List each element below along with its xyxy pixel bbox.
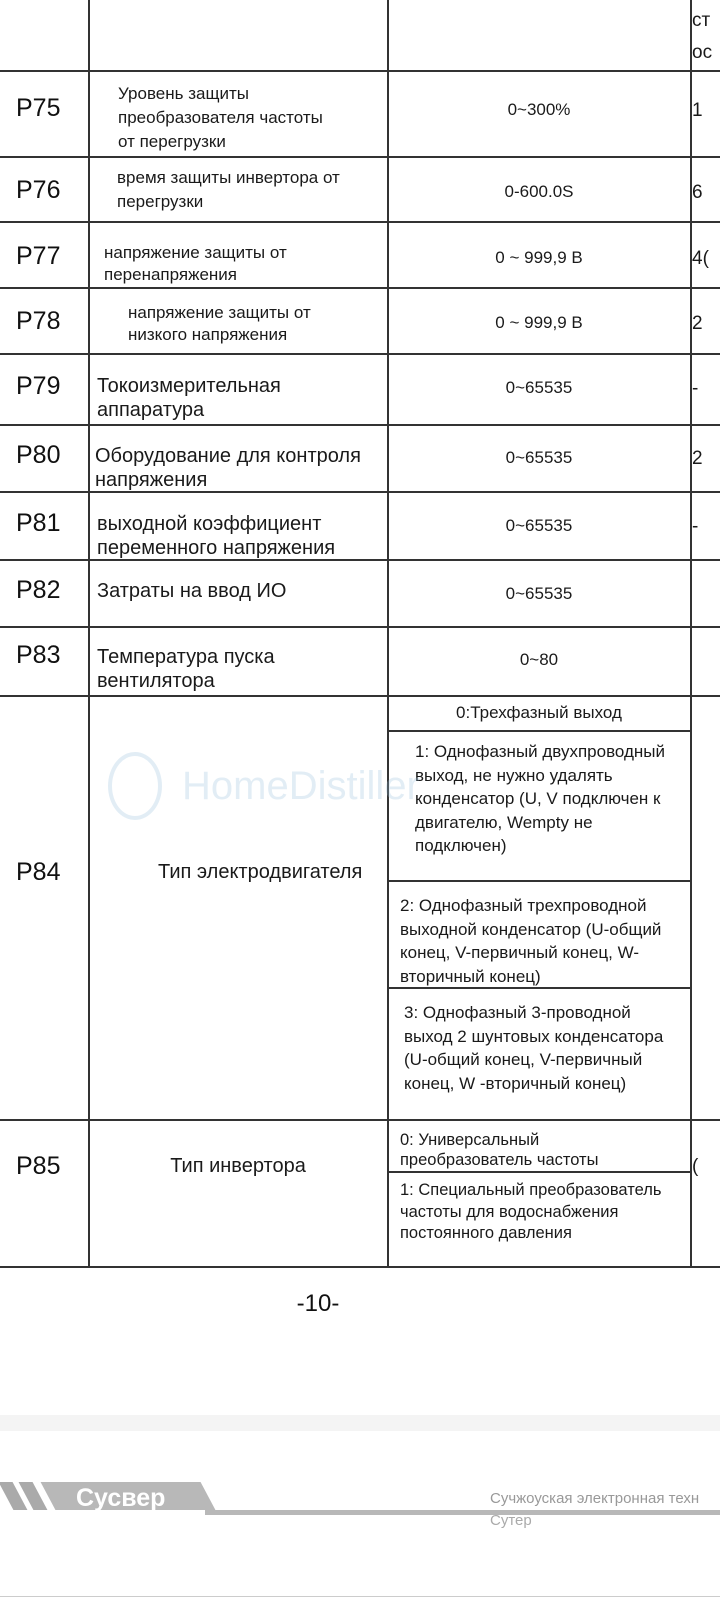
row-border bbox=[0, 1119, 720, 1121]
table-border-v1 bbox=[88, 0, 90, 1266]
watermark bbox=[108, 752, 420, 820]
param-range: 0~65535 bbox=[505, 378, 573, 397]
param-name: время защиты инвертора от перегрузки bbox=[117, 168, 340, 211]
option-border bbox=[387, 1171, 691, 1173]
inverter-option-1: 1: Специальный преобразователь частоты для водоснабжения постоянного давления bbox=[400, 1181, 662, 1242]
edge-cell: ст bbox=[692, 10, 711, 31]
param-code: P76 bbox=[16, 176, 61, 204]
param-code: P78 bbox=[16, 307, 61, 335]
param-name: напряжение защиты от перенапряжения bbox=[104, 243, 287, 284]
motor-option-0: 0:Трехфазный выход bbox=[456, 703, 622, 722]
param-code: P75 bbox=[16, 94, 61, 122]
param-code: P79 bbox=[16, 372, 61, 400]
row-border bbox=[0, 353, 720, 355]
param-name: Токоизмерительная аппаратура bbox=[97, 375, 281, 421]
param-code: P84 bbox=[16, 858, 61, 886]
param-code: P82 bbox=[16, 576, 61, 604]
edge-cell: 1 bbox=[692, 100, 703, 121]
bottom-rule bbox=[0, 1596, 720, 1597]
param-name: Тип инвертора bbox=[170, 1155, 306, 1177]
edge-cell: 2 bbox=[692, 448, 703, 469]
param-code: P80 bbox=[16, 441, 61, 469]
company-name: Сучжоуская электронная техн bbox=[490, 1490, 700, 1507]
param-name: напряжение защиты от низкого напряжения bbox=[128, 303, 311, 344]
row-border bbox=[0, 626, 720, 628]
param-name: выходной коэффициент переменного напряжения bbox=[97, 513, 336, 559]
option-border bbox=[387, 880, 691, 882]
param-range: 0 ~ 999,9 В bbox=[495, 313, 583, 332]
page-footer bbox=[0, 1470, 720, 1600]
param-range: 0~300% bbox=[507, 100, 571, 119]
edge-cell: 6 bbox=[692, 182, 703, 203]
edge-cell: - bbox=[692, 516, 699, 537]
param-name: Уровень защиты преобразователя частоты от перегрузки bbox=[118, 84, 323, 151]
row-border bbox=[0, 695, 720, 697]
edge-cell: 2 bbox=[692, 313, 703, 334]
motor-option-3: 3: Однофазный 3-проводной выход 2 шунтовых конденсатора (U-общий конец, V-первичный конец, W -вторичный конец) bbox=[404, 1003, 664, 1093]
motor-option-2: 2: Однофазный трехпроводной выходной конденсатор (U-общий конец, V-первичный конец, W-вторичный конец) bbox=[400, 896, 662, 986]
param-range: 0~65535 bbox=[505, 584, 573, 603]
company-name-line2: Сутер bbox=[490, 1512, 532, 1529]
row-border bbox=[0, 1266, 720, 1268]
param-name: Тип электродвигателя bbox=[158, 861, 363, 883]
footer-rule bbox=[205, 1510, 720, 1515]
param-name: Оборудование для контроля напряжения bbox=[95, 445, 361, 491]
edge-cell: ( bbox=[692, 1156, 699, 1177]
param-code: P85 bbox=[16, 1152, 61, 1180]
param-range: 0~65535 bbox=[505, 516, 573, 535]
edge-cell: 4( bbox=[692, 248, 709, 269]
param-range: 0-600.0S bbox=[504, 182, 574, 201]
param-range: 0 ~ 999,9 В bbox=[495, 248, 583, 267]
option-border bbox=[387, 730, 691, 732]
param-code: P83 bbox=[16, 641, 61, 669]
row-border bbox=[0, 221, 720, 223]
inverter-option-0: 0: Универсальный преобразователь частоты bbox=[400, 1131, 599, 1169]
param-range: 0~65535 bbox=[505, 448, 573, 467]
param-range: 0~80 bbox=[519, 650, 559, 669]
param-code: P77 bbox=[16, 242, 61, 270]
watermark-text: HomeDistiller bbox=[182, 763, 420, 808]
row-border bbox=[0, 156, 720, 158]
edge-cell: ос bbox=[692, 42, 713, 63]
page-gap bbox=[0, 1415, 720, 1431]
page-number: -10- bbox=[296, 1290, 340, 1317]
param-name: Температура пуска вентилятора bbox=[97, 646, 275, 692]
edge-cell: - bbox=[692, 378, 699, 399]
motor-option-1: 1: Однофазный двухпроводный выход, не нужно удалять конденсатор (U, V подключен к двигателю, Wempty не подключен) bbox=[415, 742, 666, 855]
param-code: P81 bbox=[16, 509, 61, 537]
param-name: Затраты на ввод ИО bbox=[97, 580, 287, 602]
watermark-drop-icon bbox=[108, 752, 162, 820]
row-border bbox=[0, 287, 720, 289]
row-border bbox=[0, 424, 720, 426]
row-border bbox=[0, 70, 720, 72]
brand-name: Сусвер bbox=[76, 1484, 166, 1512]
